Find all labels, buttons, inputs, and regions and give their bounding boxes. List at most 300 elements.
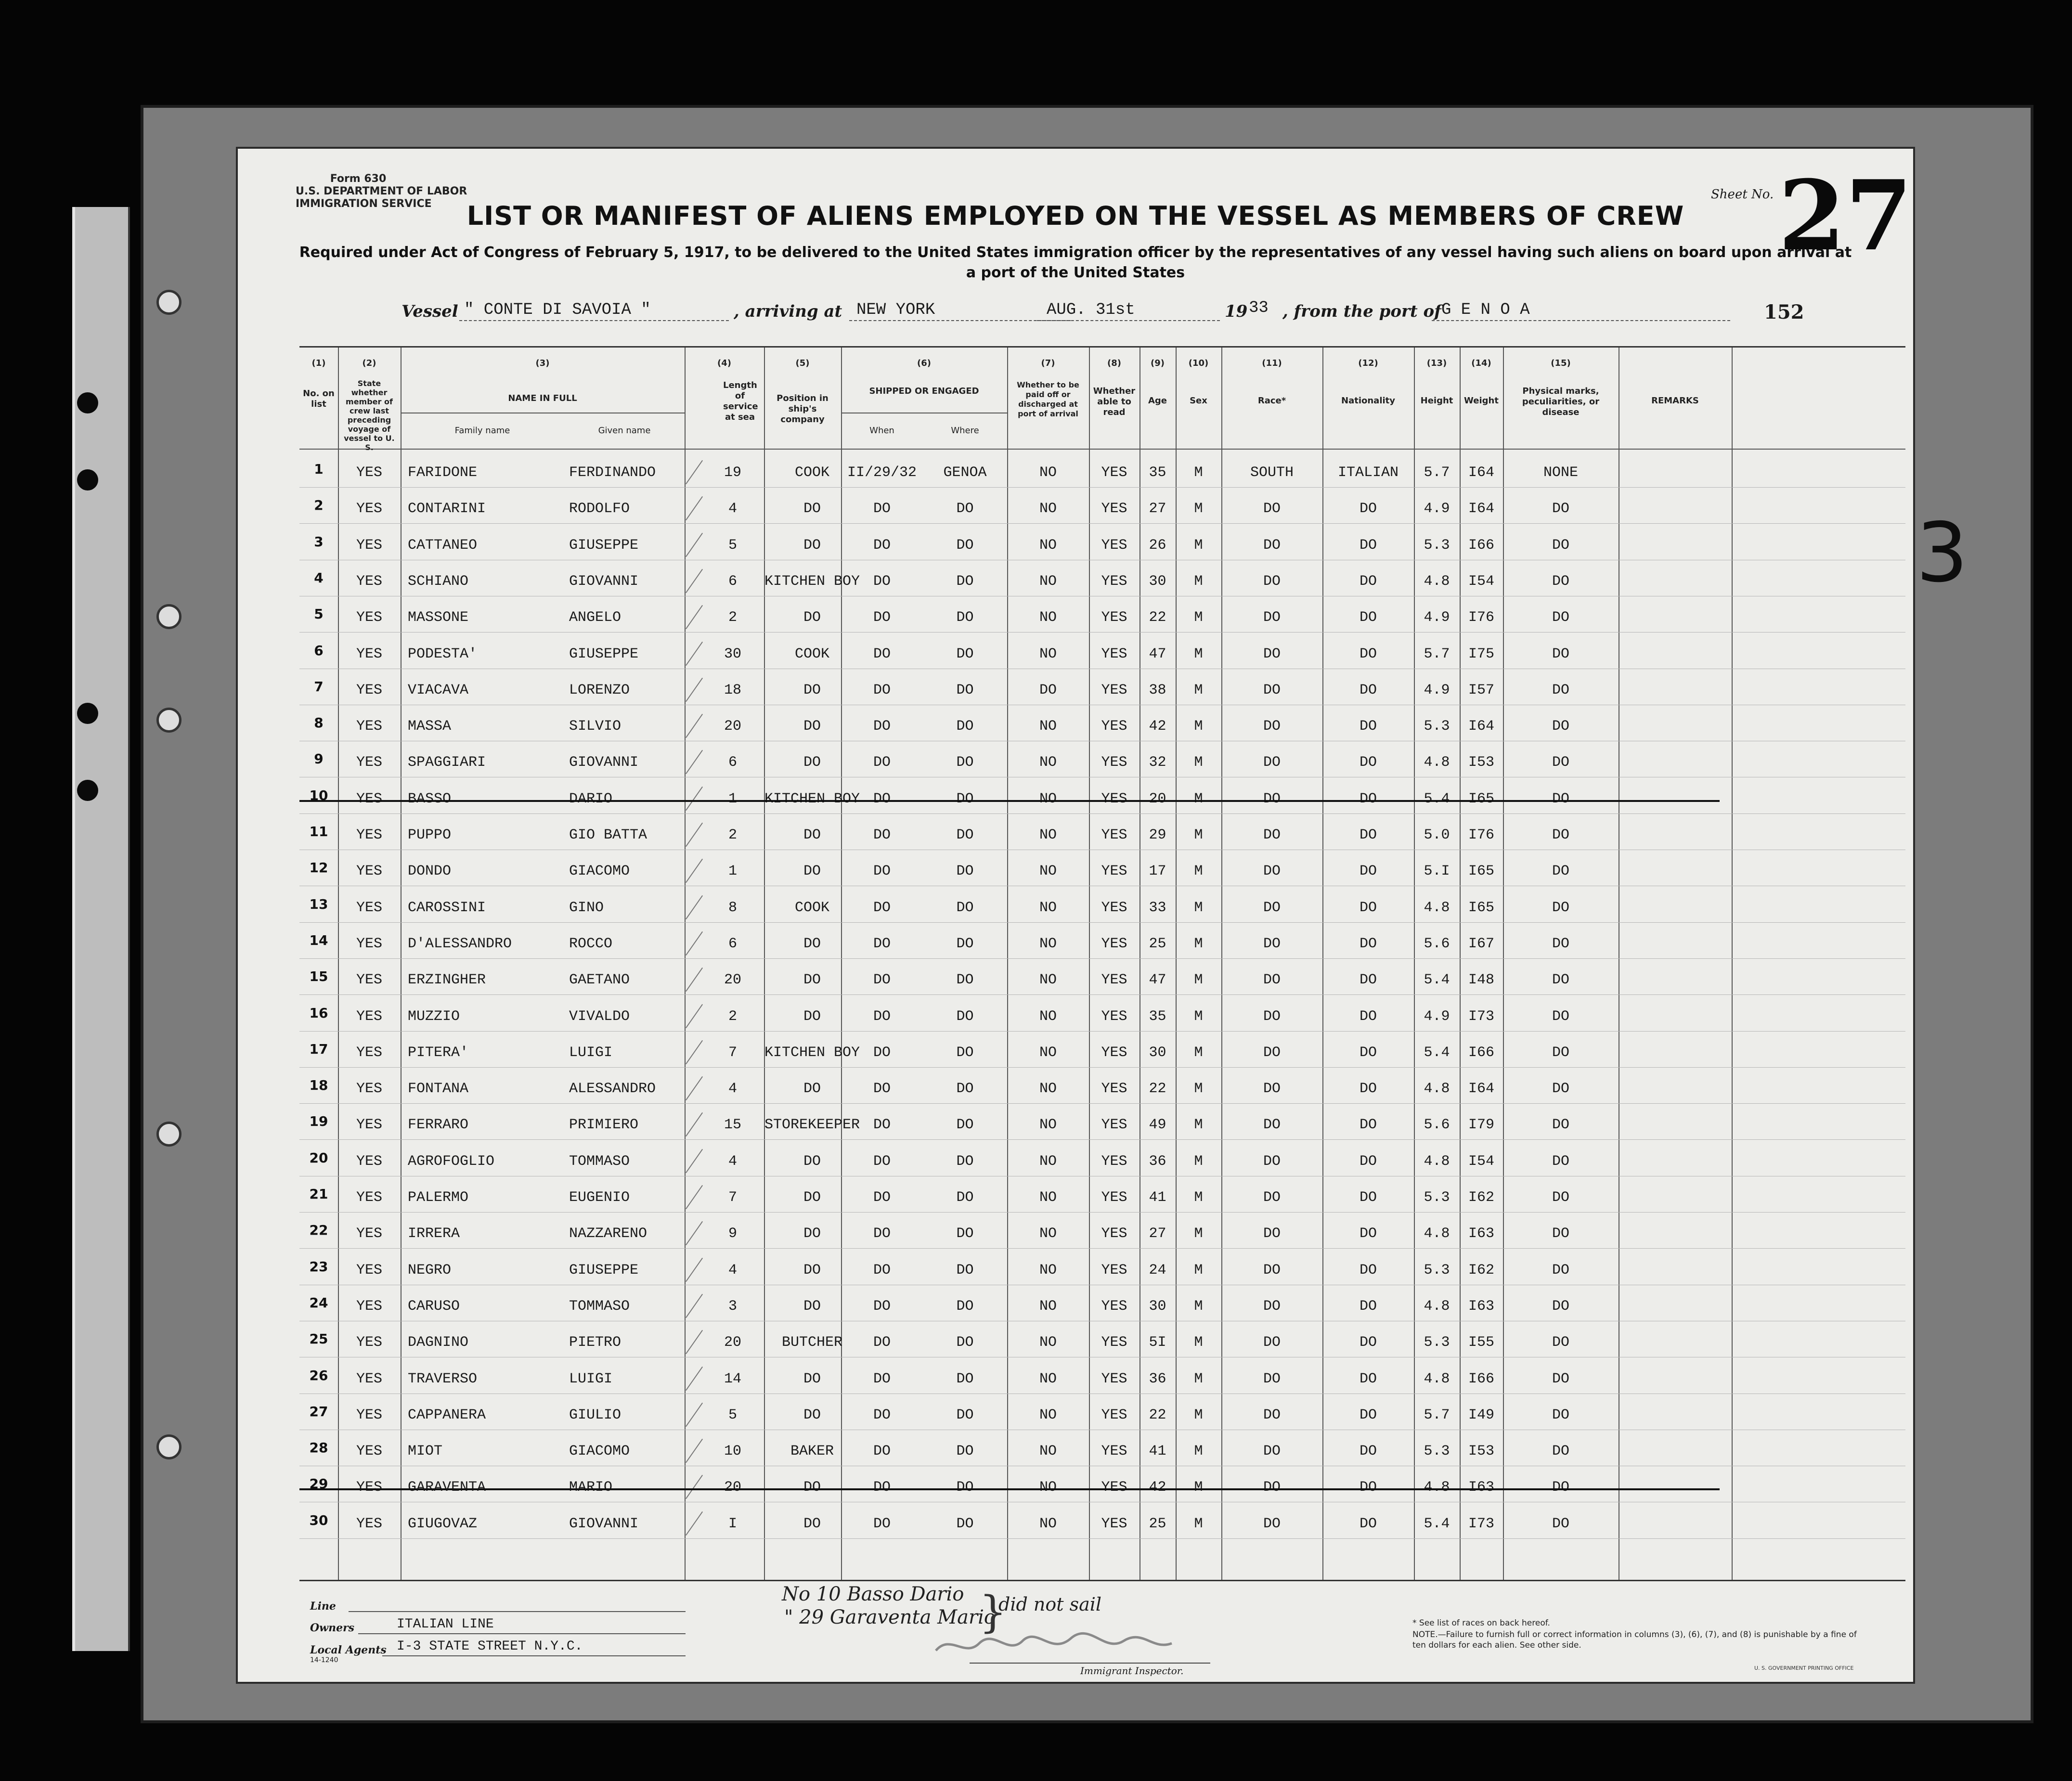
cell-where: DO [956,1407,974,1423]
race-note: * See list of races on back hereof. [1412,1618,1550,1628]
cell-service: 4 [728,1153,737,1170]
cell-family: CATTANEO [408,537,478,554]
row-number: 19 [309,1113,328,1130]
row-number: 23 [309,1258,328,1275]
cell-marks: DO [1552,790,1569,807]
col10-header: Sex [1190,396,1207,406]
pencil-tick-mark [686,823,703,847]
line-label: Line [310,1600,336,1613]
cell-service: 1 [728,790,737,807]
cell-where: DO [956,1443,974,1460]
arrival-date: AUG. 31st [1047,301,1135,319]
cell-prev: YES [356,1081,382,1097]
cell-given: PRIMIERO [569,1117,639,1134]
cell-weight: I57 [1468,682,1494,698]
cell-marks: DO [1552,1153,1569,1170]
cell-when: DO [873,1008,891,1025]
cell-marks: DO [1552,1044,1569,1061]
inspector-signature [931,1629,1181,1663]
cell-weight: I55 [1468,1334,1494,1351]
cell-paid: NO [1039,935,1057,952]
cell-service: 30 [724,645,741,662]
cell-height: 5.4 [1424,972,1450,989]
cell-weight: I66 [1468,537,1494,554]
date-underline [1037,320,1220,321]
cell-given: ROCCO [569,935,613,952]
col12-header: Nationality [1341,396,1395,406]
col4-header: Length of service at sea [723,380,758,422]
cell-height: 5.4 [1424,1515,1450,1532]
cell-height: 4.8 [1424,1153,1450,1170]
cell-read: YES [1101,501,1127,517]
cell-where: DO [956,1479,974,1496]
cell-read: YES [1101,573,1127,590]
cell-given: TOMMASO [569,1153,630,1170]
cell-position: DO [803,1370,821,1387]
cell-weight: I54 [1468,1153,1494,1170]
cell-read: YES [1101,1370,1127,1387]
cell-family: CAPPANERA [408,1407,486,1423]
row-number: 22 [309,1222,328,1239]
cell-age: 17 [1149,863,1166,880]
cell-read: YES [1101,1334,1127,1351]
cell-service: 2 [728,827,737,843]
cell-weight: I67 [1468,935,1494,952]
punch-hole [77,780,98,801]
cell-given: NAZZARENO [569,1226,648,1242]
cell-weight: I63 [1468,1298,1494,1315]
cell-nationality: DO [1359,1189,1377,1206]
cell-weight: I73 [1468,1008,1494,1025]
agents-label: Local Agents [310,1644,387,1656]
row-number: 11 [309,824,328,839]
cell-marks: DO [1552,972,1569,989]
cell-height: 5.I [1424,863,1450,880]
cell-height: 4.8 [1424,1298,1450,1315]
row-number: 3 [314,533,324,550]
cell-position: STOREKEEPER [764,1117,860,1134]
cell-position: DO [803,1479,821,1496]
cell-sex: M [1194,827,1203,843]
cell-when: DO [873,1515,891,1532]
punch-hole [77,703,98,724]
cell-height: 5.3 [1424,718,1450,735]
cell-when: DO [873,827,891,843]
cell-marks: DO [1552,1479,1569,1496]
cell-prev: YES [356,1298,382,1315]
cell-position: DO [803,609,821,626]
cell-sex: M [1194,609,1203,626]
cell-given: GIULIO [569,1407,622,1423]
cell-when: DO [873,863,891,880]
cell-where: DO [956,863,974,880]
cell-when: DO [873,1407,891,1423]
pencil-tick-mark [686,1185,703,1209]
col11-number: (11) [1262,358,1282,368]
cell-race: DO [1263,1153,1281,1170]
cell-read: YES [1101,1298,1127,1315]
pencil-tick-mark [686,1475,703,1499]
cell-given: PIETRO [569,1334,622,1351]
cell-service: 2 [728,1008,737,1025]
row-number: 30 [309,1512,328,1528]
cell-where: DO [956,1044,974,1061]
cell-race: DO [1263,1407,1281,1423]
cell-weight: I76 [1468,827,1494,843]
cell-race: DO [1263,790,1281,807]
row-number: 21 [309,1186,328,1202]
cell-sex: M [1194,1370,1203,1387]
cell-when: II/29/32 [847,465,917,481]
cell-height: 4.8 [1424,899,1450,916]
cell-service: 7 [728,1189,737,1206]
cell-marks: DO [1552,1008,1569,1025]
cell-service: 4 [728,1081,737,1097]
cell-age: 42 [1149,1479,1166,1496]
cell-weight: I53 [1468,754,1494,771]
cell-marks: DO [1552,609,1569,626]
cell-age: 25 [1149,935,1166,952]
sheet-label: Sheet No. [1711,187,1774,202]
cell-when: DO [873,935,891,952]
row-number: 17 [309,1041,328,1057]
cell-paid: NO [1039,1081,1057,1097]
cell-height: 5.3 [1424,1334,1450,1351]
cell-where: DO [956,1117,974,1134]
cell-age: 30 [1149,573,1166,590]
form-code: 14-1240 [310,1656,338,1664]
departure-port: G E N O A [1441,301,1530,319]
cell-prev: YES [356,1515,382,1532]
cell-service: 5 [728,537,737,554]
row-rule [299,1031,1905,1032]
cell-service: 15 [724,1117,741,1134]
strikethrough-line [299,1488,1720,1490]
cell-when: DO [873,645,891,662]
cell-age: 30 [1149,1044,1166,1061]
cell-prev: YES [356,1262,382,1278]
cell-given: MARIO [569,1479,613,1496]
cell-sex: M [1194,1262,1203,1278]
cell-race: DO [1263,645,1281,662]
cell-read: YES [1101,790,1127,807]
row-number: 7 [314,678,324,695]
form-service: IMMIGRATION SERVICE [296,198,432,210]
cell-family: DAGNINO [408,1334,469,1351]
cell-age: 41 [1149,1443,1166,1460]
cell-given: GIUSEPPE [569,537,639,554]
cell-where: DO [956,1081,974,1097]
cell-given: RODOLFO [569,501,630,517]
cell-read: YES [1101,1515,1127,1532]
cell-sex: M [1194,573,1203,590]
cell-given: EUGENIO [569,1189,630,1206]
cell-height: 5.3 [1424,537,1450,554]
cell-given: ANGELO [569,609,622,626]
cell-sex: M [1194,1153,1203,1170]
agents-value: I-3 STATE STREET N.Y.C. [397,1639,583,1654]
cell-sex: M [1194,718,1203,735]
cell-weight: I53 [1468,1443,1494,1460]
cell-prev: YES [356,1226,382,1242]
cell-race: DO [1263,1443,1281,1460]
cell-when: DO [873,1226,891,1242]
cell-marks: DO [1552,501,1569,517]
cell-marks: DO [1552,1226,1569,1242]
cell-where: DO [956,501,974,517]
cell-read: YES [1101,1479,1127,1496]
cell-family: NEGRO [408,1262,452,1278]
cell-given: FERDINANDO [569,465,656,481]
cell-nationality: DO [1359,682,1377,698]
cell-age: 27 [1149,501,1166,517]
cell-height: 5.3 [1424,1262,1450,1278]
cell-given: LUIGI [569,1370,613,1387]
printer-credit: U. S. GOVERNMENT PRINTING OFFICE [1754,1665,1854,1671]
cell-prev: YES [356,754,382,771]
pencil-tick-mark [686,641,703,665]
row-number: 16 [309,1005,328,1021]
cell-age: 26 [1149,537,1166,554]
cell-prev: YES [356,501,382,517]
cell-service: I [728,1515,737,1532]
year-prefix: 19 [1225,302,1248,321]
binder-ring [156,1122,181,1147]
cell-position: KITCHEN BOY [764,1044,860,1061]
cell-height: 5.4 [1424,790,1450,807]
manifest-footer [238,1583,1913,1679]
row-number: 26 [309,1367,328,1383]
cell-prev: YES [356,863,382,880]
margin-mark: 3 [1916,505,1968,601]
cell-prev: YES [356,899,382,916]
cell-paid: NO [1039,1479,1057,1496]
cell-where: DO [956,1298,974,1315]
handwritten-brace: } [979,1587,1007,1638]
cell-where: DO [956,573,974,590]
cell-where: DO [956,1189,974,1206]
cell-when: DO [873,609,891,626]
col1-number: (1) [311,358,326,368]
cell-paid: NO [1039,501,1057,517]
handwritten-note-line-2: " 29 Garaventa Mario [784,1606,996,1628]
row-number: 18 [309,1077,328,1094]
cell-position: BUTCHER [781,1334,843,1351]
cell-race: DO [1263,1081,1281,1097]
cell-when: DO [873,899,891,916]
cell-given: SILVIO [569,718,622,735]
cell-given: VIVALDO [569,1008,630,1025]
cell-nationality: DO [1359,609,1377,626]
cell-service: 5 [728,1407,737,1423]
cell-race: DO [1263,1008,1281,1025]
cell-prev: YES [356,972,382,989]
col14-header: Weight [1464,396,1499,406]
cell-nationality: DO [1359,1370,1377,1387]
cell-race: DO [1263,1298,1281,1315]
cell-age: 41 [1149,1189,1166,1206]
cell-paid: NO [1039,863,1057,880]
cell-where: DO [956,1370,974,1387]
cell-nationality: DO [1359,863,1377,880]
cell-family: CONTARINI [408,501,486,517]
cell-age: 35 [1149,1008,1166,1025]
cell-given: LUIGI [569,1044,613,1061]
cell-paid: NO [1039,1153,1057,1170]
handwritten-note-did-not-sail: did not sail [998,1594,1102,1615]
cell-position: DO [803,537,821,554]
cell-marks: DO [1552,1334,1569,1351]
cell-age: 35 [1149,465,1166,481]
pencil-tick-mark [686,1040,703,1064]
cell-family: FERRARO [408,1117,469,1134]
cell-where: DO [956,682,974,698]
cell-height: 4.8 [1424,1370,1450,1387]
cell-nationality: DO [1359,1479,1377,1496]
cell-prev: YES [356,1044,382,1061]
cell-when: DO [873,1298,891,1315]
col15-header: Physical marks, peculiarities, or disease [1522,386,1600,417]
cell-marks: DO [1552,754,1569,771]
cell-nationality: DO [1359,1443,1377,1460]
cell-position: DO [803,754,821,771]
cell-position: COOK [794,899,829,916]
cell-position: DO [803,1081,821,1097]
cell-position: DO [803,1262,821,1278]
pencil-tick-mark [686,1294,703,1318]
cell-family: VIACAVA [408,682,469,698]
cell-height: 5.7 [1424,645,1450,662]
pencil-tick-mark [686,931,703,955]
cell-family: MASSONE [408,609,469,626]
cell-service: 4 [728,501,737,517]
cell-marks: DO [1552,1117,1569,1134]
cell-weight: I76 [1468,609,1494,626]
cell-paid: NO [1039,899,1057,916]
col3-family-header: Family name [454,426,510,436]
cell-read: YES [1101,1008,1127,1025]
cell-height: 5.6 [1424,935,1450,952]
row-number: 14 [309,932,328,948]
cell-weight: I65 [1468,863,1494,880]
cell-family: MUZZIO [408,1008,460,1025]
cell-paid: NO [1039,1189,1057,1206]
cell-age: 22 [1149,609,1166,626]
cell-family: AGROFOGLIO [408,1153,495,1170]
row-rule [299,1103,1905,1104]
cell-where: DO [956,754,974,771]
cell-position: DO [803,1515,821,1532]
punch-hole [77,392,98,413]
cell-family: D'ALESSANDRO [408,935,512,952]
col6-number: (6) [917,358,931,368]
cell-weight: I63 [1468,1479,1494,1496]
cell-weight: I64 [1468,718,1494,735]
cell-service: 2 [728,609,737,626]
col3-header: NAME IN FULL [508,393,577,403]
cell-read: YES [1101,1443,1127,1460]
cell-race: DO [1263,682,1281,698]
cell-given: LORENZO [569,682,630,698]
cell-service: 9 [728,1226,737,1242]
cell-service: 8 [728,899,737,916]
col15-number: (15) [1551,358,1571,368]
cell-sex: M [1194,1117,1203,1134]
cell-service: 18 [724,682,741,698]
cell-paid: NO [1039,1298,1057,1315]
col3-number: (3) [535,358,550,368]
col5-header: Position in ship's company [777,393,829,425]
cell-family: SCHIANO [408,573,469,590]
col13-header: Height [1420,396,1453,406]
cell-where: DO [956,899,974,916]
cell-where: DO [956,827,974,843]
cell-where: DO [956,1334,974,1351]
cell-marks: DO [1552,863,1569,880]
row-number: 2 [314,497,324,514]
cell-age: 22 [1149,1407,1166,1423]
row-number: 12 [309,860,328,876]
cell-sex: M [1194,1081,1203,1097]
cell-read: YES [1101,863,1127,880]
cell-sex: M [1194,1515,1203,1532]
cell-sex: M [1194,935,1203,952]
cell-read: YES [1101,1189,1127,1206]
cell-marks: DO [1552,1081,1569,1097]
pencil-tick-mark [686,1439,703,1463]
cell-nationality: DO [1359,790,1377,807]
cell-given: GINO [569,899,604,916]
col9-number: (9) [1151,358,1165,368]
pencil-tick-mark [686,968,703,992]
vessel-underline [459,320,729,321]
owners-label: Owners [310,1622,355,1634]
cell-paid: NO [1039,1226,1057,1242]
cell-race: DO [1263,1262,1281,1278]
cell-read: YES [1101,1407,1127,1423]
owners-value: ITALIAN LINE [397,1617,494,1632]
cell-weight: I62 [1468,1189,1494,1206]
cell-marks: DO [1552,1262,1569,1278]
cell-when: DO [873,1443,891,1460]
form-department: U.S. DEPARTMENT OF LABOR [296,185,467,197]
cell-family: CAROSSINI [408,899,486,916]
cell-family: PODESTA' [408,645,478,662]
cell-position: DO [803,1226,821,1242]
cell-race: DO [1263,573,1281,590]
cell-marks: DO [1552,537,1569,554]
cell-age: 29 [1149,827,1166,843]
cell-paid: NO [1039,1008,1057,1025]
cell-sex: M [1194,1407,1203,1423]
binder-ring [156,604,181,629]
cell-prev: YES [356,645,382,662]
cell-marks: DO [1552,1407,1569,1423]
cell-nationality: DO [1359,827,1377,843]
cell-age: 47 [1149,645,1166,662]
col6-where-header: Where [951,426,979,436]
cell-nationality: DO [1359,1081,1377,1097]
cell-race: DO [1263,1226,1281,1242]
cell-family: DONDO [408,863,452,880]
cell-race: DO [1263,1334,1281,1351]
cell-given: GIUSEPPE [569,1262,639,1278]
row-number: 10 [309,787,328,803]
row-rule [299,813,1905,814]
cell-race: DO [1263,609,1281,626]
pencil-tick-mark [686,1257,703,1281]
crew-table [299,346,1905,1581]
